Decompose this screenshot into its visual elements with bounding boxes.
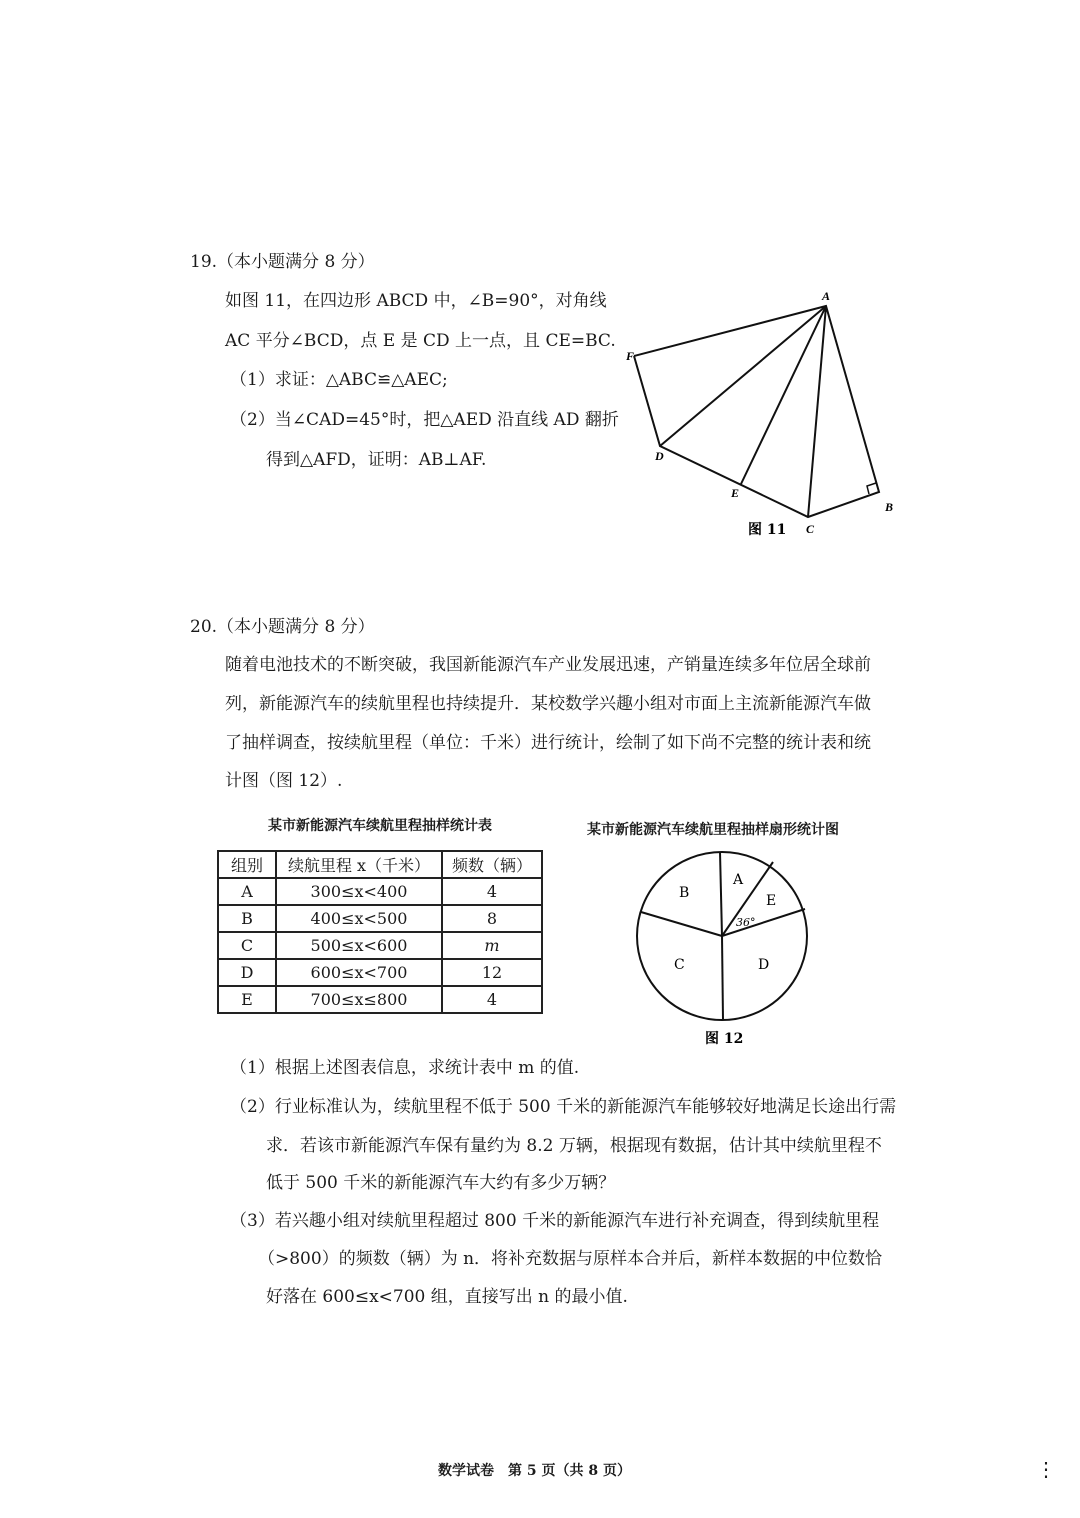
q20-intro-line: 了抽样调查，按续航里程（单位：千米）进行统计，绘制了如下尚不完整的统计表和统 <box>225 733 871 753</box>
right-angle-mark <box>867 483 876 494</box>
quadrilateral-figure <box>634 306 879 517</box>
table-title: 某市新能源汽车续航里程抽样统计表 <box>268 818 492 834</box>
q20-part1: （1）根据上述图表信息，求统计表中 m 的值. <box>230 1058 580 1078</box>
pie-label-e: E <box>766 893 777 909</box>
pie-title: 某市新能源汽车续航里程抽样扇形统计图 <box>587 822 839 838</box>
q20-intro-line: 随着电池技术的不断突破，我国新能源汽车产业发展迅速，产销量连续多年位居全球前 <box>225 655 871 675</box>
table-row <box>218 986 542 1013</box>
point-c-label: C <box>806 522 815 536</box>
point-a-label: A <box>822 289 831 303</box>
point-f-label: F <box>626 349 635 363</box>
stats-table <box>217 850 543 1014</box>
q19-part1: （1）求证：△ABC≌△AEC; <box>230 370 448 390</box>
q20-part3-cont: （>800）的频数（辆）为 n．将补充数据与原样本合并后，新样本数据的中位数恰 <box>258 1249 883 1269</box>
pie-angle-label: 36° <box>736 916 756 929</box>
point-d-label: D <box>655 449 664 463</box>
table-row <box>218 905 542 932</box>
pie-divider <box>722 936 723 1020</box>
figure-12-caption: 图 12 <box>705 1031 744 1047</box>
pie-label-a: A <box>733 872 744 888</box>
q19-part2-cont: 得到△AFD，证明：AB⊥AF. <box>266 450 487 470</box>
table-header: 续航里程 x（千米） <box>276 851 442 878</box>
pie-label-d: D <box>758 957 770 973</box>
q20-intro-line: 列，新能源汽车的续航里程也持续提升．某校数学兴趣小组对市面上主流新能源汽车做 <box>225 694 871 714</box>
q19-line: AC 平分∠BCD，点 E 是 CD 上一点，且 CE=BC. <box>225 331 616 351</box>
pie-label-b: B <box>679 885 690 901</box>
q20-part2: （2）行业标准认为，续航里程不低于 500 千米的新能源汽车能够较好地满足长途出行需 <box>230 1097 897 1117</box>
table-cell: 600≤x<700 <box>276 959 442 986</box>
q19-header: 19.（本小题满分 8 分） <box>190 252 375 272</box>
table-row <box>218 878 542 905</box>
table-row <box>218 959 542 986</box>
table-header-row <box>218 851 542 878</box>
table-cell: C <box>218 932 276 959</box>
pie-chart <box>637 852 807 1020</box>
page-footer: 数学试卷 第 5 页（共 8 页） <box>438 1463 631 1479</box>
pie-divider <box>720 852 722 936</box>
q19-line: 如图 11，在四边形 ABCD 中，∠B=90°，对角线 <box>225 291 607 311</box>
table-cell: 8 <box>442 905 542 932</box>
table-cell: 4 <box>442 986 542 1013</box>
q20-part3-cont: 好落在 600≤x<700 组，直接写出 n 的最小值. <box>266 1287 628 1307</box>
q20-intro-line: 计图（图 12）. <box>225 771 343 791</box>
table-cell: 300≤x<400 <box>276 878 442 905</box>
pie-label-c: C <box>674 957 685 973</box>
q20-part2-cont: 低于 500 千米的新能源汽车大约有多少万辆？ <box>266 1173 616 1193</box>
figure-11-caption: 图 11 <box>748 522 787 538</box>
point-b-label: B <box>885 500 894 514</box>
table-header: 频数（辆） <box>442 851 542 878</box>
table-cell: 700≤x≤800 <box>276 986 442 1013</box>
q19-part2: （2）当∠CAD=45°时，把△AED 沿直线 AD 翻折 <box>230 410 619 430</box>
table-row <box>218 932 542 959</box>
point-e-label: E <box>731 486 740 500</box>
pie-divider <box>641 912 722 936</box>
q20-part3: （3）若兴趣小组对续航里程超过 800 千米的新能源汽车进行补充调查，得到续航里程 <box>230 1211 880 1231</box>
table-cell: E <box>218 986 276 1013</box>
table-cell: D <box>218 959 276 986</box>
table-cell: 4 <box>442 878 542 905</box>
table-header: 组别 <box>218 851 276 878</box>
table-cell: 500≤x<600 <box>276 932 442 959</box>
table-cell: 400≤x<500 <box>276 905 442 932</box>
q20-part2-cont: 求．若该市新能源汽车保有量约为 8.2 万辆，根据现有数据，估计其中续航里程不 <box>266 1136 882 1156</box>
table-cell: 12 <box>442 959 542 986</box>
table-cell: m <box>442 932 542 959</box>
q20-header: 20.（本小题满分 8 分） <box>190 617 375 637</box>
table-cell: A <box>218 878 276 905</box>
pie-divider <box>722 909 805 936</box>
more-options-icon[interactable]: ⋮ <box>1036 1457 1056 1481</box>
table-cell: B <box>218 905 276 932</box>
